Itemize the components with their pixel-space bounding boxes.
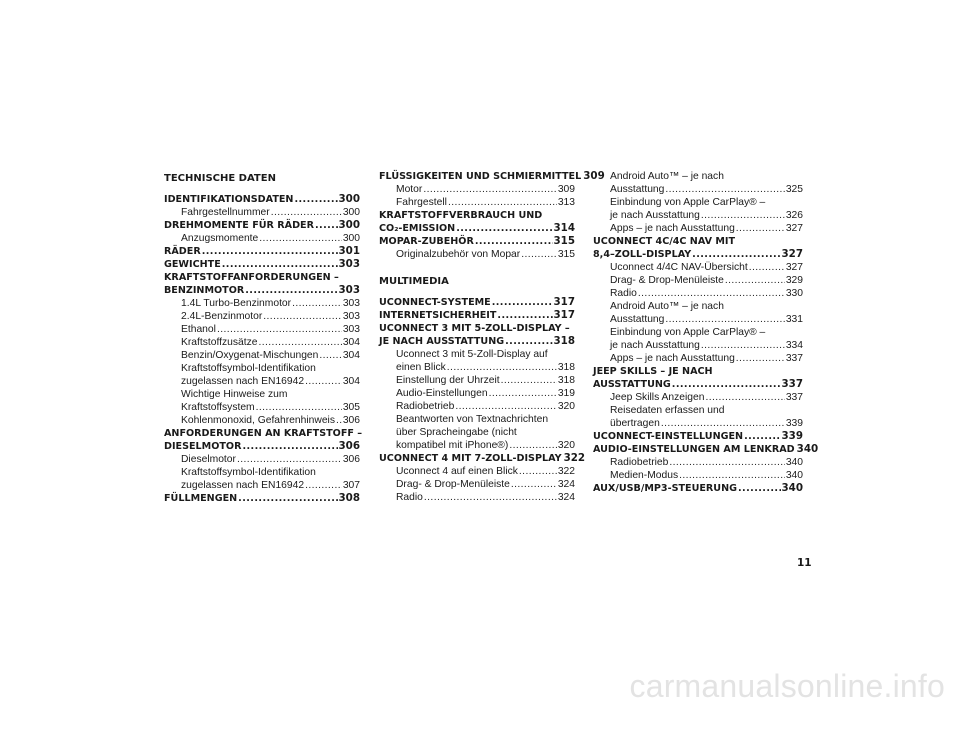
- toc-entry[interactable]: [593, 235, 803, 248]
- section-heading: MULTIMEDIA: [379, 276, 449, 287]
- toc-title: kompatibel mit iPhone®): [396, 440, 509, 451]
- dot-leader: [245, 284, 337, 297]
- toc-title: MOPAR-ZUBEHÖR: [379, 236, 474, 247]
- dot-leader: [692, 248, 780, 261]
- toc-subentry[interactable]: [164, 414, 360, 427]
- toc-page-number: 308: [338, 492, 360, 504]
- toc-title: RÄDER: [164, 246, 201, 257]
- watermark: carmanualsonline.info: [629, 668, 945, 704]
- toc-page-number: 303: [342, 311, 360, 322]
- dot-leader: [259, 232, 342, 245]
- toc-subentry[interactable]: [593, 222, 803, 235]
- toc-page-number: 306: [342, 454, 360, 465]
- dot-leader: [749, 261, 785, 274]
- toc-title: Android Auto™ – je nach: [610, 301, 724, 312]
- toc-title: UCONNECT-EINSTELLUNGEN: [593, 431, 744, 442]
- dot-leader: [511, 478, 557, 491]
- toc-entry[interactable]: [164, 427, 363, 440]
- toc-subentry[interactable]: [593, 274, 803, 287]
- toc-subentry[interactable]: [593, 183, 803, 196]
- toc-title: Audio-Einstellungen: [396, 388, 488, 399]
- toc-subentry[interactable]: [164, 362, 360, 375]
- dot-leader: [238, 492, 337, 505]
- toc-title: KRAFTSTOFFVERBRAUCH UND: [379, 210, 543, 221]
- toc-page-number: 318: [557, 375, 575, 386]
- page-number: 11: [797, 557, 812, 569]
- toc-page-number: 303: [342, 324, 360, 335]
- dot-leader: [679, 469, 785, 482]
- toc-entry[interactable]: [164, 219, 360, 232]
- toc-page-number: 307: [342, 480, 360, 491]
- toc-page-number: 300: [338, 193, 360, 205]
- toc-title: Reisedaten erfassen und: [610, 405, 725, 416]
- toc-title: Apps – je nach Ausstattung: [610, 353, 735, 364]
- toc-subentry[interactable]: [379, 426, 575, 439]
- toc-title: Ausstattung: [610, 314, 665, 325]
- toc-subentry[interactable]: [593, 326, 803, 339]
- toc-entry[interactable]: [379, 452, 586, 465]
- toc-title: 2.4L-Benzinmotor: [181, 311, 263, 322]
- dot-leader: [736, 352, 785, 365]
- toc-page-number: 304: [342, 350, 360, 361]
- toc-title: Wichtige Hinweise zum: [181, 389, 288, 400]
- toc-entry[interactable]: [164, 271, 360, 284]
- toc-page-number: 304: [342, 376, 360, 387]
- toc-page-number: 340: [781, 482, 803, 494]
- toc-subentry[interactable]: [379, 348, 575, 361]
- toc-entry[interactable]: [164, 258, 360, 271]
- toc-subentry[interactable]: [593, 196, 803, 209]
- toc-page-number: 314: [553, 222, 575, 234]
- toc-page-number: 301: [338, 245, 360, 257]
- toc-entry[interactable]: [379, 209, 575, 222]
- toc-title: KRAFTSTOFFANFORDERUNGEN –: [164, 272, 339, 283]
- dot-leader: [738, 482, 780, 495]
- dot-leader: [202, 245, 338, 258]
- toc-page-number: 318: [557, 362, 575, 373]
- toc-page-number: 331: [785, 314, 803, 325]
- toc-subentry[interactable]: [593, 209, 803, 222]
- toc-subentry[interactable]: [593, 417, 803, 430]
- toc-subentry[interactable]: [379, 183, 575, 196]
- toc-subentry[interactable]: [379, 400, 575, 413]
- toc-title: Einstellung der Uhrzeit: [396, 375, 500, 386]
- dot-leader: [222, 258, 338, 271]
- toc-page-number: 317: [553, 296, 575, 308]
- toc-subentry[interactable]: [164, 232, 360, 245]
- dot-leader: [665, 313, 784, 326]
- toc-title: Drag- & Drop-Menüleiste: [396, 479, 510, 490]
- toc-page-number: 300: [342, 207, 360, 218]
- dot-leader: [519, 465, 557, 478]
- toc-page-number: 337: [781, 378, 803, 390]
- toc-title: Radio: [396, 492, 423, 503]
- toc-entry[interactable]: [164, 245, 360, 258]
- toc-entry[interactable]: [164, 193, 360, 206]
- toc-entry[interactable]: [379, 322, 575, 335]
- dot-leader: [424, 491, 557, 504]
- toc-subentry[interactable]: [164, 297, 360, 310]
- toc-title: DIESELMOTOR: [164, 441, 242, 452]
- toc-title: FÜLLMENGEN: [164, 493, 238, 504]
- toc-subentry[interactable]: [379, 361, 575, 374]
- toc-page-number: 334: [785, 340, 803, 351]
- toc-subentry[interactable]: [164, 375, 360, 388]
- toc-column-1: [164, 170, 363, 505]
- dot-leader: [305, 479, 342, 492]
- toc-title: UCONNECT 4 MIT 7-ZOLL-DISPLAY: [379, 453, 562, 464]
- dot-leader: [492, 296, 553, 309]
- toc-title: Ethanol: [181, 324, 216, 335]
- dot-leader: [217, 323, 342, 336]
- toc-title: Fahrgestellnummer: [181, 207, 270, 218]
- toc-title: Fahrgestell: [396, 197, 447, 208]
- toc-entry[interactable]: [164, 284, 360, 297]
- toc-subentry[interactable]: [593, 339, 803, 352]
- toc-page-number: 306: [342, 415, 360, 426]
- toc-title: JEEP SKILLS – JE NACH: [593, 366, 713, 377]
- toc-page-number: 318: [553, 335, 575, 347]
- toc-subentry[interactable]: [164, 466, 360, 479]
- toc-title: Ausstattung: [610, 184, 665, 195]
- toc-entry[interactable]: [379, 235, 575, 248]
- toc-title: zugelassen nach EN16942: [181, 480, 305, 491]
- toc-title: einen Blick: [396, 362, 446, 373]
- toc-page-number: 322: [557, 466, 575, 477]
- toc-entry[interactable]: [593, 378, 803, 391]
- dot-leader: [336, 414, 342, 427]
- dot-leader: [497, 309, 552, 322]
- toc-subentry[interactable]: [164, 401, 360, 414]
- toc-page-number: 303: [342, 298, 360, 309]
- toc-page-number: 317: [553, 309, 575, 321]
- toc-title: Radio: [610, 288, 637, 299]
- toc-entry[interactable]: [379, 222, 575, 235]
- toc-title: 8,4–ZOLL-DISPLAY: [593, 249, 692, 260]
- toc-title: Benzin/Oxygenat-Mischungen: [181, 350, 319, 361]
- toc-subentry[interactable]: [379, 491, 575, 504]
- toc-entry[interactable]: [593, 443, 819, 456]
- toc-title: Motor: [396, 184, 423, 195]
- toc-subentry[interactable]: [379, 387, 575, 400]
- toc-entry[interactable]: [164, 492, 360, 505]
- toc-page-number: 315: [557, 249, 575, 260]
- toc-entry[interactable]: [379, 309, 575, 322]
- toc-entry[interactable]: [593, 248, 803, 261]
- toc-title: CO₂-EMISSION: [379, 223, 456, 234]
- toc-title: je nach Ausstattung: [610, 210, 700, 221]
- toc-subentry[interactable]: [164, 206, 360, 219]
- toc-column-2: [379, 170, 605, 504]
- toc-subentry[interactable]: [593, 287, 803, 300]
- toc-page-number: 330: [785, 288, 803, 299]
- toc-subentry[interactable]: [593, 456, 803, 469]
- toc-page-number: 339: [781, 430, 803, 442]
- toc-title: Kraftstoffzusätze: [181, 337, 258, 348]
- dot-leader: [447, 361, 557, 374]
- toc-entry[interactable]: [593, 482, 803, 495]
- toc-entry[interactable]: [593, 430, 803, 443]
- toc-title: Uconnect 4/4C NAV-Übersicht: [610, 262, 748, 273]
- toc-subentry[interactable]: [164, 310, 360, 323]
- toc-page-number: 326: [785, 210, 803, 221]
- toc-title: AUX/USB/MP3-STEUERUNG: [593, 483, 738, 494]
- dot-leader: [672, 378, 781, 391]
- toc-title: Jeep Skills Anzeigen: [610, 392, 705, 403]
- toc-subentry[interactable]: [164, 336, 360, 349]
- toc-subentry[interactable]: [593, 469, 803, 482]
- toc-title: Kraftstoffsymbol-Identifikation: [181, 363, 316, 374]
- dot-leader: [475, 235, 553, 248]
- toc-page-number: 340: [796, 443, 819, 455]
- toc-subentry[interactable]: [593, 391, 803, 404]
- toc-title: je nach Ausstattung: [610, 340, 700, 351]
- toc-title: UCONNECT 4C/4C NAV MIT: [593, 236, 736, 247]
- dot-leader: [271, 206, 342, 219]
- dot-leader: [319, 349, 341, 362]
- toc-page-number: 303: [338, 284, 360, 296]
- dot-leader: [263, 310, 342, 323]
- toc-entry[interactable]: [379, 170, 605, 183]
- dot-leader: [521, 248, 557, 261]
- toc-title: Radiobetrieb: [610, 457, 669, 468]
- toc-title: AUSSTATTUNG: [593, 379, 671, 390]
- toc-title: Kraftstoffsymbol-Identifikation: [181, 467, 316, 478]
- toc-page-number: 327: [785, 223, 803, 234]
- toc-title: Kohlenmonoxid, Gefahrenhinweis: [181, 415, 335, 426]
- toc-title: Dieselmotor: [181, 454, 236, 465]
- dot-leader: [661, 417, 785, 430]
- toc-title: Radiobetrieb: [396, 401, 455, 412]
- toc-title: UCONNECT-SYSTEME: [379, 297, 491, 308]
- section-heading: TECHNISCHE DATEN: [164, 173, 276, 184]
- dot-leader: [509, 439, 556, 452]
- toc-page-number: 319: [557, 388, 575, 399]
- dot-leader: [305, 375, 342, 388]
- toc-page-number: 315: [553, 235, 575, 247]
- toc-title: BENZINMOTOR: [164, 285, 245, 296]
- toc-title: Einbindung von Apple CarPlay® –: [610, 327, 766, 338]
- toc-title: UCONNECT 3 MIT 5-ZOLL-DISPLAY –: [379, 323, 570, 334]
- toc-page-number: 309: [583, 170, 605, 182]
- dot-leader: [256, 401, 342, 414]
- toc-page-number: 320: [557, 401, 575, 412]
- toc-subentry[interactable]: [164, 479, 360, 492]
- toc-subentry[interactable]: [164, 349, 360, 362]
- toc-page-number: 340: [785, 457, 803, 468]
- dot-leader: [455, 400, 556, 413]
- toc-entry[interactable]: [164, 440, 360, 453]
- toc-page-number: 322: [563, 452, 586, 464]
- dot-leader: [315, 219, 338, 232]
- toc-page-number: 337: [785, 392, 803, 403]
- toc-title: Originalzubehör von Mopar: [396, 249, 521, 260]
- toc-title: FLÜSSIGKEITEN UND SCHMIERMITTEL: [379, 171, 582, 182]
- dot-leader: [501, 374, 557, 387]
- toc-title: IDENTIFIKATIONSDATEN: [164, 194, 294, 205]
- dot-leader: [736, 222, 785, 235]
- dot-leader: [456, 222, 552, 235]
- toc-subentry[interactable]: [379, 413, 575, 426]
- dot-leader: [292, 297, 342, 310]
- toc-subentry[interactable]: [379, 196, 575, 209]
- toc-page-number: 339: [785, 418, 803, 429]
- toc-entry[interactable]: [379, 296, 575, 309]
- toc-title: Apps – je nach Ausstattung: [610, 223, 735, 234]
- toc-title: zugelassen nach EN16942: [181, 376, 305, 387]
- toc-page-number: 306: [338, 440, 360, 452]
- toc-subentry[interactable]: [379, 478, 575, 491]
- toc-title: Uconnect 3 mit 5-Zoll-Display auf: [396, 349, 548, 360]
- toc-page-number: 329: [785, 275, 803, 286]
- dot-leader: [705, 391, 784, 404]
- toc-subentry[interactable]: [164, 453, 360, 466]
- toc-page-number: 305: [342, 402, 360, 413]
- toc-title: Medien-Modus: [610, 470, 679, 481]
- toc-page-number: 304: [342, 337, 360, 348]
- dot-leader: [665, 183, 784, 196]
- toc-page-number: 313: [557, 197, 575, 208]
- toc-title: 1.4L Turbo-Benzinmotor: [181, 298, 292, 309]
- toc-subentry[interactable]: [593, 404, 803, 417]
- dot-leader: [725, 274, 785, 287]
- dot-leader: [701, 209, 785, 222]
- dot-leader: [638, 287, 785, 300]
- dot-leader: [242, 440, 337, 453]
- toc-title: JE NACH AUSSTATTUNG: [379, 336, 505, 347]
- toc-subentry[interactable]: [379, 439, 575, 452]
- toc-title: Beantworten von Textnachrichten: [396, 414, 549, 425]
- toc-page-number: 309: [557, 184, 575, 195]
- toc-title: ANFORDERUNGEN AN KRAFTSTOFF –: [164, 428, 363, 439]
- toc-subentry[interactable]: [593, 261, 803, 274]
- dot-leader: [237, 453, 342, 466]
- toc-title: Anzugsmomente: [181, 233, 259, 244]
- toc-page-number: 337: [785, 353, 803, 364]
- toc-column-3: [593, 170, 819, 495]
- toc-title: Drag- & Drop-Menüleiste: [610, 275, 724, 286]
- dot-leader: [448, 196, 557, 209]
- toc-page-number: 327: [785, 262, 803, 273]
- toc-page-number: 340: [785, 470, 803, 481]
- toc-subentry[interactable]: [593, 170, 803, 183]
- toc-subentry[interactable]: [379, 248, 575, 261]
- toc-subentry[interactable]: [593, 300, 803, 313]
- toc-title: Kraftstoffsystem: [181, 402, 255, 413]
- toc-subentry[interactable]: [593, 352, 803, 365]
- toc-entry[interactable]: [593, 365, 803, 378]
- dot-leader: [259, 336, 342, 349]
- dot-leader: [505, 335, 552, 348]
- toc-page-number: 300: [342, 233, 360, 244]
- toc-entry[interactable]: [379, 335, 575, 348]
- toc-subentry[interactable]: [379, 465, 575, 478]
- toc-page-number: 324: [557, 492, 575, 503]
- toc-title: INTERNETSICHERHEIT: [379, 310, 497, 321]
- toc-subentry[interactable]: [164, 323, 360, 336]
- toc-page-number: 325: [785, 184, 803, 195]
- toc-page-number: 320: [557, 440, 575, 451]
- dot-leader: [294, 193, 337, 206]
- toc-page-number: 300: [338, 219, 360, 231]
- toc-title: Einbindung von Apple CarPlay® –: [610, 197, 766, 208]
- toc-subentry[interactable]: [379, 374, 575, 387]
- toc-page-number: 303: [338, 258, 360, 270]
- toc-title: DREHMOMENTE FÜR RÄDER: [164, 220, 314, 231]
- dot-leader: [701, 339, 785, 352]
- toc-title: übertragen: [610, 418, 660, 429]
- toc-title: Android Auto™ – je nach: [610, 171, 724, 182]
- toc-title: Uconnect 4 auf einen Blick: [396, 466, 518, 477]
- dot-leader: [744, 430, 780, 443]
- toc-title: GEWICHTE: [164, 259, 221, 270]
- dot-leader: [423, 183, 556, 196]
- toc-subentry[interactable]: [164, 388, 360, 401]
- toc-title: AUDIO-EINSTELLUNGEN AM LENKRAD: [593, 444, 795, 455]
- toc-title: über Spracheingabe (nicht: [396, 427, 517, 438]
- dot-leader: [669, 456, 784, 469]
- dot-leader: [489, 387, 557, 400]
- toc-subentry[interactable]: [593, 313, 803, 326]
- toc-page-number: 324: [557, 479, 575, 490]
- toc-page-number: 327: [781, 248, 803, 260]
